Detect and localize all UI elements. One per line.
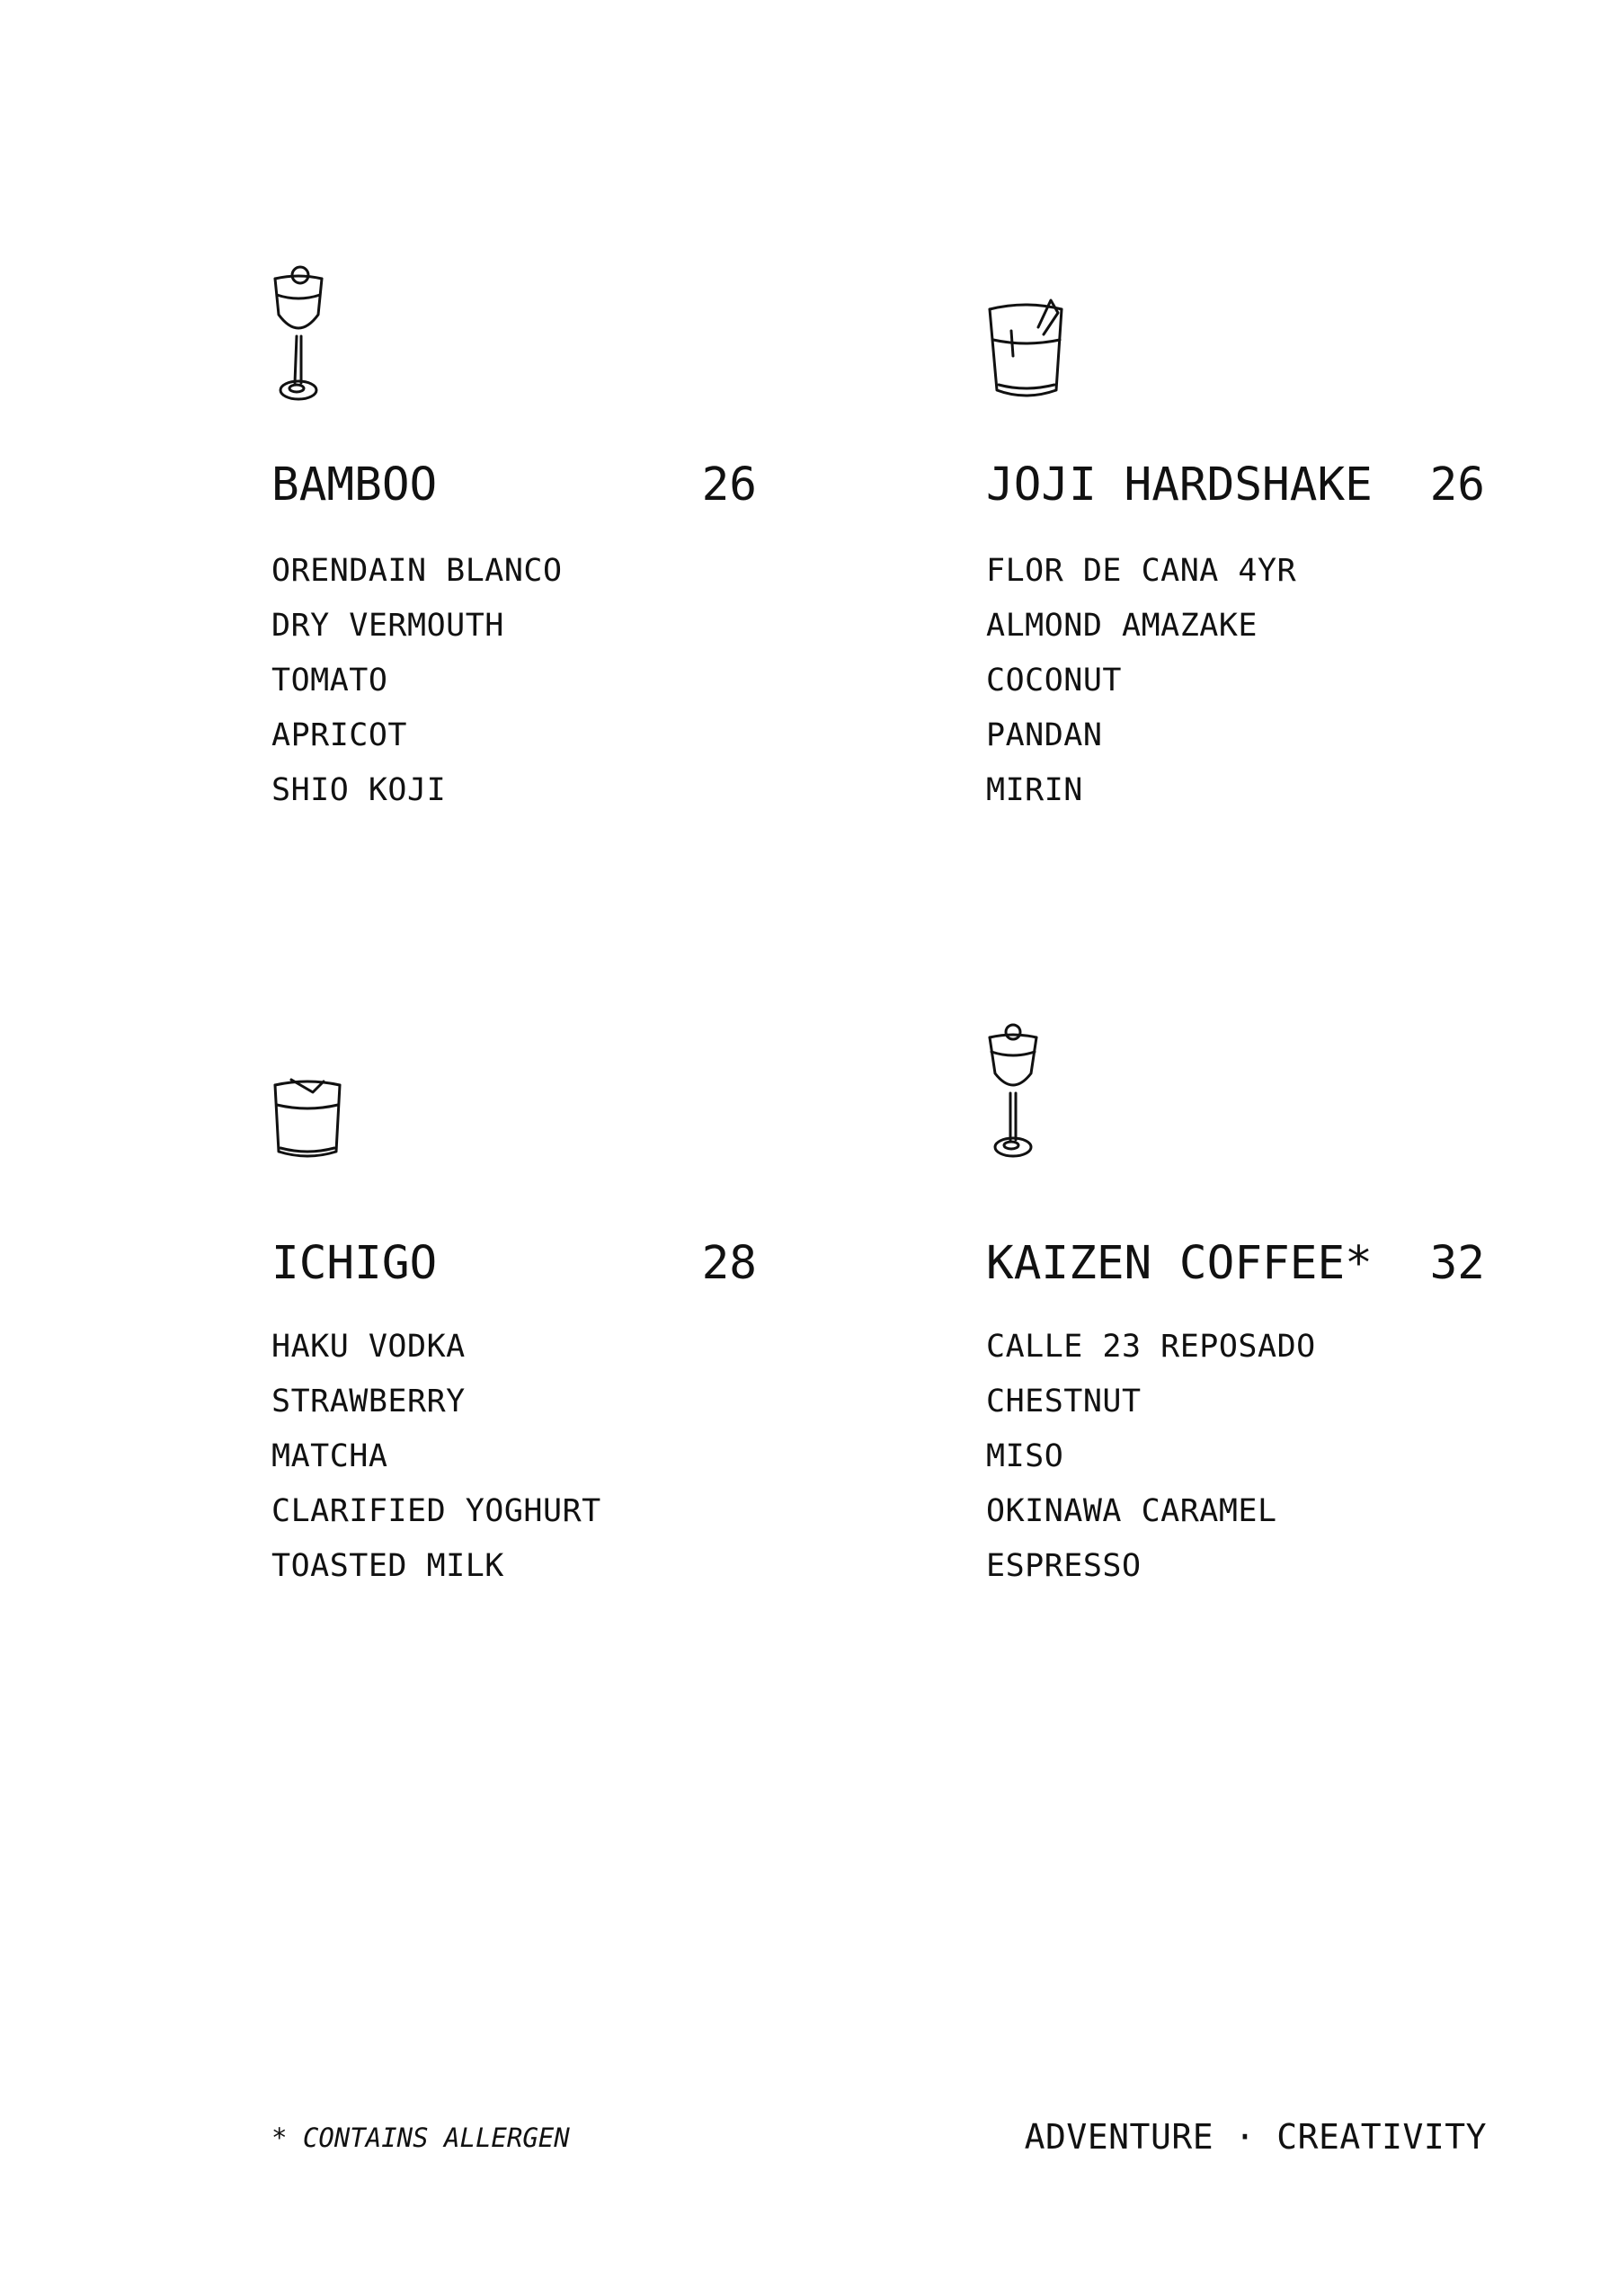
ingredient: ALMOND AMAZAKE xyxy=(986,608,1258,644)
drink-name: BAMBOO xyxy=(271,458,438,512)
ingredient: MATCHA xyxy=(271,1438,388,1474)
ingredient: TOMATO xyxy=(271,663,388,699)
ingredient: TOASTED MILK xyxy=(271,1548,504,1584)
ingredient-list xyxy=(271,1320,601,1594)
ingredient: ORENDAIN BLANCO xyxy=(271,553,563,589)
ingredient: STRAWBERRY xyxy=(271,1384,466,1419)
drink-price: 28 xyxy=(701,1237,757,1290)
allergen-note: * CONTAINS ALLERGEN xyxy=(271,2122,570,2153)
ingredient: HAKU VODKA xyxy=(271,1329,466,1365)
drink-name: JOJI HARDSHAKE xyxy=(986,458,1373,512)
drink-name: KAIZEN COFFEE* xyxy=(986,1237,1373,1290)
coupe-glass-icon xyxy=(986,1025,1040,1160)
ingredient: MIRIN xyxy=(986,772,1083,808)
ingredient-list xyxy=(986,1320,1316,1594)
ingredient-list xyxy=(986,544,1296,818)
ingredient: CALLE 23 REPOSADO xyxy=(986,1329,1316,1365)
ingredient: OKINAWA CARAMEL xyxy=(986,1493,1277,1529)
coupe-glass-icon xyxy=(271,270,325,405)
ingredient: DRY VERMOUTH xyxy=(271,608,504,644)
ingredient: CHESTNUT xyxy=(986,1384,1142,1419)
ingredient: FLOR DE CANA 4YR xyxy=(986,553,1297,589)
ingredient: PANDAN xyxy=(986,717,1103,753)
tumbler-glass-icon xyxy=(986,297,1067,409)
ingredient-list xyxy=(271,544,563,818)
drink-price: 26 xyxy=(701,458,757,512)
ingredient: MISO xyxy=(986,1438,1064,1474)
ingredient: COCONUT xyxy=(986,663,1123,699)
rocks-glass-icon xyxy=(271,1074,343,1164)
brand-motto: ADVENTURE · CREATIVITY xyxy=(1024,2117,1487,2157)
ingredient: ESPRESSO xyxy=(986,1548,1142,1584)
ingredient: APRICOT xyxy=(271,717,408,753)
drink-name: ICHIGO xyxy=(271,1237,438,1290)
ingredient: SHIO KOJI xyxy=(271,772,447,808)
drink-price: 26 xyxy=(1429,458,1485,512)
drink-price: 32 xyxy=(1429,1237,1485,1290)
ingredient: CLARIFIED YOGHURT xyxy=(271,1493,601,1529)
